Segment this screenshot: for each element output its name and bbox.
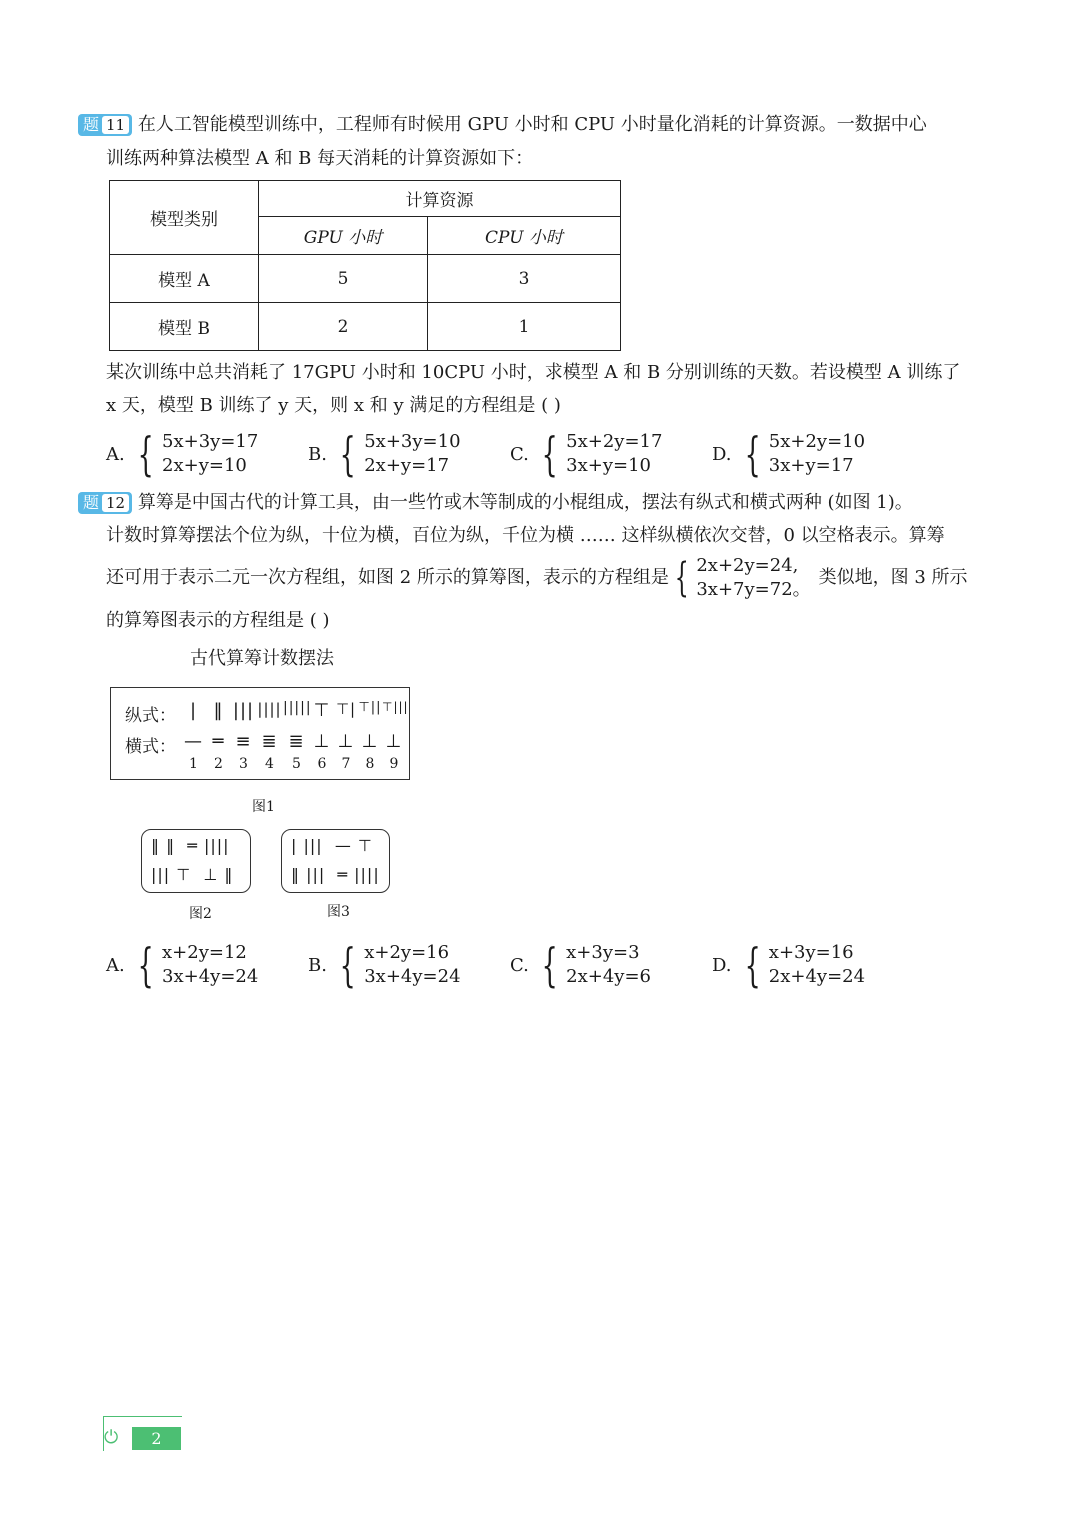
q11-number: 11 xyxy=(102,116,129,134)
row-label: 模型 A xyxy=(110,255,259,303)
fig1-heng-row: — ═ ≡ ≣ ≣ ⊥ ⊥ ⊥ ⊥ xyxy=(184,731,403,752)
fig1-heng-label: 横式： xyxy=(125,737,176,757)
fig1-number-row: 1 2 3 4 5 6 7 8 9 xyxy=(189,756,399,772)
gpu-header: GPU 小时 xyxy=(259,217,428,255)
row-cpu: 1 xyxy=(428,303,621,351)
q12-text-line1: 算筹是中国古代的计算工具，由一些竹或木等制成的小棍组成，摆法有纵式和横式两种 (如图 1)。 xyxy=(137,492,913,513)
q11-line4: x 天，模型 B 训练了 y 天，则 x 和 y 满足的方程组是 ( ) xyxy=(106,395,561,416)
table-row xyxy=(110,303,621,351)
q11-option-b[interactable]: B. { 5x+3y=10 2x+y=17 xyxy=(308,427,461,481)
q11-option-d[interactable]: D. { 5x+2y=10 3x+y=17 xyxy=(712,427,866,481)
cpu-header: CPU 小时 xyxy=(428,217,621,255)
q11-text-line1: 在人工智能模型训练中，工程师有时候用 GPU 小时和 CPU 小时量化消耗的计算资源。一数据中心 xyxy=(137,114,927,135)
q12-line2: 计数时算筹摆法个位为纵，十位为横，百位为纵，千位为横 …… 这样纵横依次交替，0 以空格表示。算筹 xyxy=(106,525,945,546)
fig2-caption: 图2 xyxy=(189,906,212,922)
q12-line3: 还可用于表示二元一次方程组，如图 2 所示的算筹图，表示的方程组是 { 2x+2y=24, 3x+7y=72。 类似地，图 3 所示 xyxy=(106,555,968,601)
fig2-box: ‖ ‖ ═ |||| ||| ⊤ ⊥ ‖ xyxy=(141,829,251,893)
q12-number: 12 xyxy=(102,494,129,512)
fig1-box xyxy=(110,687,410,780)
q12-line1 xyxy=(78,490,913,516)
page-number: 2 xyxy=(132,1427,181,1450)
row-gpu: 2 xyxy=(259,303,428,351)
q12-option-a[interactable]: A. { x+2y=12 3x+4y=24 xyxy=(106,938,259,992)
fig2-system: 2x+2y=24, 3x+7y=72。 xyxy=(696,555,811,600)
row-gpu: 5 xyxy=(259,255,428,303)
q12-option-c[interactable]: C. { x+3y=3 2x+4y=6 xyxy=(510,938,651,992)
model-header: 模型类别 xyxy=(110,181,259,255)
q11-badge: 题 11 xyxy=(78,114,132,136)
row-cpu: 3 xyxy=(428,255,621,303)
q11-option-c[interactable]: C. { 5x+2y=17 3x+y=10 xyxy=(510,427,663,481)
fig1-zong-label: 纵式： xyxy=(125,706,176,726)
resource-header: 计算资源 xyxy=(259,181,621,217)
fig1-zong-row: | ‖ ||| |||| ||||| ⊤ ⊤| ⊤|| ⊤||| xyxy=(189,700,409,721)
fig3-box: | ||| — ⊤ ‖ ||| ═ |||| xyxy=(281,829,390,893)
resource-table xyxy=(109,180,621,351)
q12-option-b[interactable]: B. { x+2y=16 3x+4y=24 xyxy=(308,938,461,992)
q11-option-a[interactable]: A. { 5x+3y=17 2x+y=10 xyxy=(106,427,259,481)
table-row xyxy=(110,255,621,303)
q11-line1 xyxy=(78,112,927,138)
q12-badge: 题 12 xyxy=(78,492,132,514)
plug-icon: ⏻ xyxy=(104,1427,119,1448)
fig1-caption: 图1 xyxy=(252,799,275,815)
q11-line2: 训练两种算法模型 A 和 B 每天消耗的计算资源如下： xyxy=(106,148,534,169)
q11-line3: 某次训练中总共消耗了 17GPU 小时和 10CPU 小时，求模型 A 和 B 分别训练的天数。若设模型 A 训练了 xyxy=(106,362,961,383)
row-label: 模型 B xyxy=(110,303,259,351)
q12-line4: 的算筹图表示的方程组是 ( ) xyxy=(106,610,330,631)
fig1-title: 古代算筹计数摆法 xyxy=(190,648,334,669)
q12-option-d[interactable]: D. { x+3y=16 2x+4y=24 xyxy=(712,938,866,992)
fig3-caption: 图3 xyxy=(327,904,350,920)
